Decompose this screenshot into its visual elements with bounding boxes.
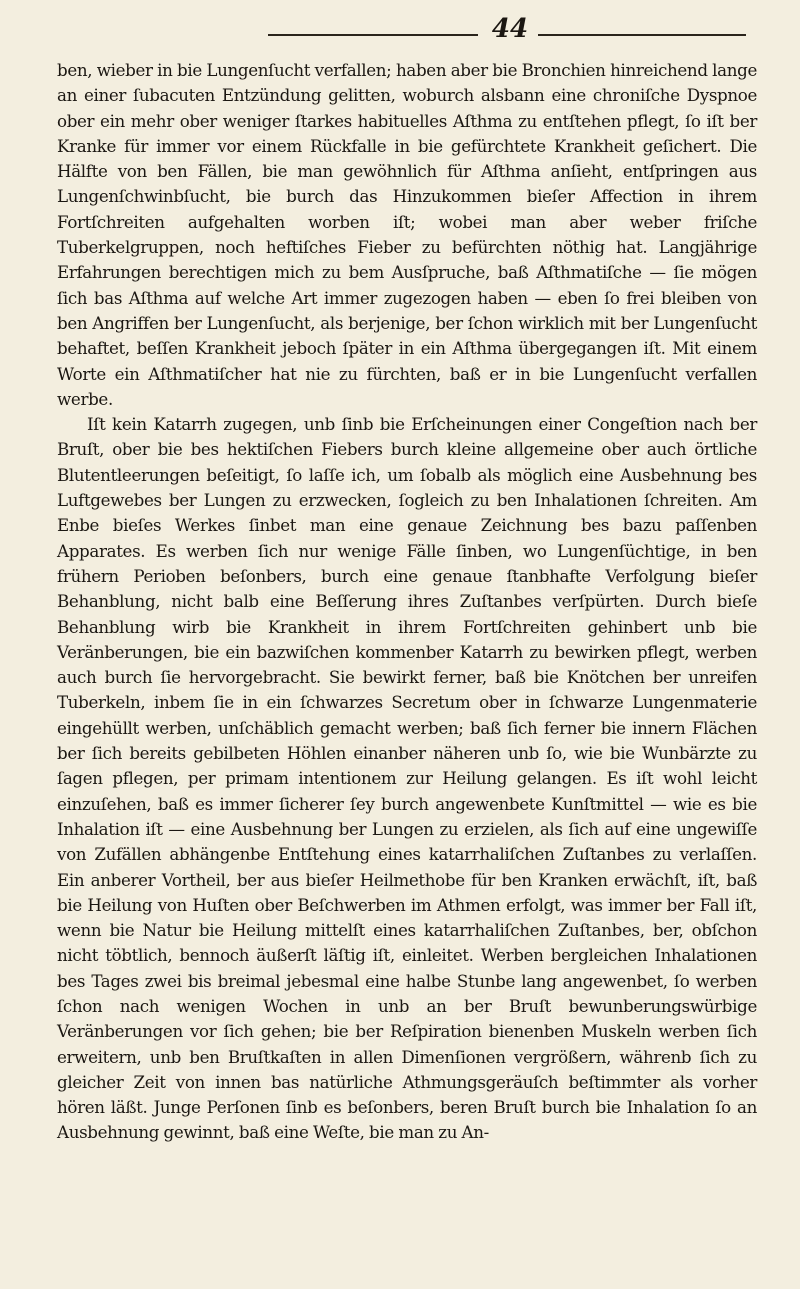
page-header — [0, 12, 800, 52]
paragraph-1: ben, wieber in bie Lungenſucht verfallen; haben aber bie Bronchien hinreichend lange an einer ſubacuten Entzündung gelitten, woburch alsbann eine chroniſche Dyspnoe ober ein mehr ober weniger ſtarkes habituelles Aſthma zu entſtehen pflegt, ſo iſt ber Kranke für immer vor einem Rückfalle in bie gefürchtete Krankheit geſichert. Die Hälfte von ben Fällen, bie man gewöhnlich für Aſthma anſieht, entſpringen aus Lungenſchwinbſucht, bie burch das Hinzukommen bieſer Affection in ihrem Fortſchreiten aufgehalten worben iſt; wobei man aber weber friſche Tuberkelgruppen, noch heftiſches Fieber zu befürchten nöthig hat. Langjährige Erfahrungen berechtigen mich zu bem Ausſpruche, baß Aſthmatiſche — ſie mögen ſich bas Aſthma auf welche Art immer zugezogen haben — eben ſo frei bleiben von ben Angriffen ber Lungenſucht, als berjenige, ber ſchon wirklich mit ber Lungenſucht behaftet, beſſen Krankheit jeboch ſpäter in ein Aſthma übergegangen iſt. Mit einem Worte ein Aſthmatiſcher hat nie zu fürchten, baß er in bie Lungenſucht verfallen werbe. — [57, 60, 757, 409]
body-text — [57, 58, 757, 1146]
header-rule-left — [268, 34, 478, 36]
page-number: 44 — [491, 14, 529, 44]
header-rule-right — [538, 34, 746, 36]
paragraph-2: Iſt kein Katarrh zugegen, unb ſinb bie Erſcheinungen einer Congeſtion nach ber Bruſt, ober bie bes hektiſchen Fiebers burch kleine allgemeine ober auch örtliche Blutentleerungen beſeitigt, ſo laſſe ich, um ſobalb als möglich eine Ausbehnung bes Luftgewebes ber Lungen zu erzwecken, ſogleich zu ben Inhalationen ſchreiten. Am Enbe bieſes Werkes ſinbet man eine genaue Zeichnung bes bazu paſſenben Apparates. Es werben ſich nur wenige Fälle ſinben, wo Lungenſüchtige, in ben frühern Perioben beſonbers, burch eine genaue ſtanbhafte Verfolgung bieſer Behanblung, nicht balb eine Beſſerung ihres Zuſtanbes verſpürten. Durch bieſe Behanblung wirb bie Krankheit in ihrem Fortſchreiten gehinbert unb bie Veränberungen, bie ein bazwiſchen kommenber Katarrh zu bewirken pflegt, werben auch burch ſie hervorgebracht. Sie bewirkt ferner, baß bie Knötchen ber unreifen Tuberkeln, inbem ſie in ein ſchwarzes Secretum ober in ſchwarze Lungenmaterie eingehüllt werben, unſchäblich gemacht werben; baß ſich ferner bie innern Flächen ber ſich bereits gebilbeten Höhlen einanber näheren unb ſo, wie bie Wunbärzte zu ſagen pflegen, per primam intentionem zur Heilung gelangen. Es iſt wohl leicht einzuſehen, baß es immer ſicherer ſey burch angewenbete Kunſtmittel — wie es bie Inhalation iſt — eine Ausbehnung ber Lungen zu erzielen, als ſich auf eine ungewiſſe von Zufällen abhängenbe Entſtehung eines katarrhaliſchen Zuſtanbes zu verlaſſen. Ein anberer Vortheil, ber aus bieſer Heilmethobe für ben Kranken erwächſt, iſt, baß bie Heilung von Huſten ober Beſchwerben im Athmen erfolgt, was immer ber Fall iſt, wenn bie Natur bie Heilung mittelſt eines katarrhaliſchen Zuſtanbes, ber, obſchon nicht töbtlich, bennoch äußerſt läſtig iſt, einleitet. Werben bergleichen Inhalationen bes Tages zwei bis breimal jebesmal eine halbe Stunbe lang angewenbet, ſo werben ſchon nach wenigen Wochen in unb an ber Bruſt bewunberungswürbige Veränberungen vor ſich gehen; bie ber Reſpiration bienenben Muskeln werben ſich erweitern, unb ben Bruſtkaſten in allen Dimenſionen vergrößern, währenb ſich zu gleicher Zeit von innen bas natürliche Athmungsgeräuſch beſtimmter als vorher hören läßt. Junge Perſonen ſinb es beſonbers, beren Bruſt burch bie Inhalation ſo an Ausbehnung gewinnt, baß eine Weſte, bie man zu An- — [57, 414, 757, 1143]
